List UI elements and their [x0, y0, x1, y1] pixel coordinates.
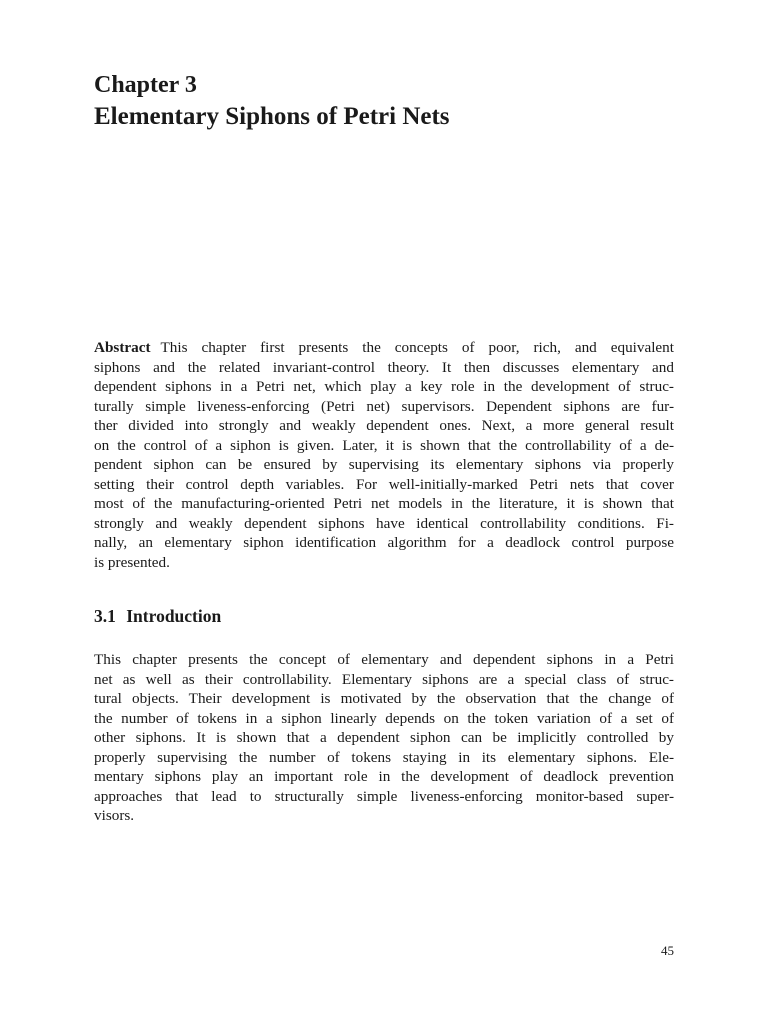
abstract-line: most of the manufacturing-oriented Petri net models in the literature, it is shown that [94, 495, 674, 512]
abstract-line: on the control of a siphon is given. Later, it is shown that the controllability of a de- [94, 436, 674, 454]
abstract-label: Abstract [94, 339, 151, 356]
section-title: Introduction [126, 606, 222, 626]
abstract [94, 338, 674, 572]
paragraph-line: mentary siphons play an important role in the development of deadlock prevention [94, 768, 674, 785]
paragraph-line: other siphons. It is shown that a dependent siphon can be implicitly controlled by [94, 729, 674, 746]
introduction-paragraph [94, 650, 674, 826]
abstract-line-text: This chapter first presents the concepts of poor, rich, and equivalent [160, 339, 674, 356]
paragraph-line: This chapter presents the concept of elementary and dependent siphons in a Petri [94, 651, 674, 668]
abstract-line: nally, an elementary siphon identification algorithm for a deadlock control purpose [94, 534, 674, 551]
abstract-line [94, 338, 674, 358]
section-number: 3.1 [94, 606, 116, 626]
paragraph-line: properly supervising the number of tokens staying in its elementary siphons. Ele- [94, 748, 674, 766]
page-number: 45 [661, 943, 674, 958]
abstract-line: turally simple liveness-enforcing (Petri net) supervisors. Dependent siphons are fur- [94, 397, 674, 415]
section-heading [94, 604, 221, 628]
abstract-line: setting their control depth variables. For well-initially-marked Petri nets that cover [94, 475, 674, 493]
paragraph-line: tural objects. Their development is motivated by the observation that the change of [94, 690, 674, 707]
abstract-line: ther divided into strongly and weakly dependent ones. Next, a more general result [94, 417, 674, 434]
chapter-title: Elementary Siphons of Petri Nets [94, 103, 450, 130]
abstract-line: pendent siphon can be ensured by supervising its elementary siphons via properly [94, 456, 674, 473]
paragraph-line: approaches that lead to structurally simple liveness-enforcing monitor-based super- [94, 787, 674, 805]
abstract-line: dependent siphons in a Petri net, which play a key role in the development of struc- [94, 378, 674, 395]
paragraph-line: visors. [94, 807, 135, 824]
chapter-number: Chapter 3 [94, 72, 197, 98]
abstract-line: siphons and the related invariant-control theory. It then discusses elementary and [94, 358, 674, 376]
paragraph-line: the number of tokens in a siphon linearly depends on the token variation of a set of [94, 709, 674, 727]
abstract-line: strongly and weakly dependent siphons have identical controllability conditions. Fi- [94, 514, 674, 532]
paragraph-line: net as well as their controllability. Elementary siphons are a special class of struc- [94, 670, 674, 688]
abstract-line: is presented. [94, 553, 170, 571]
